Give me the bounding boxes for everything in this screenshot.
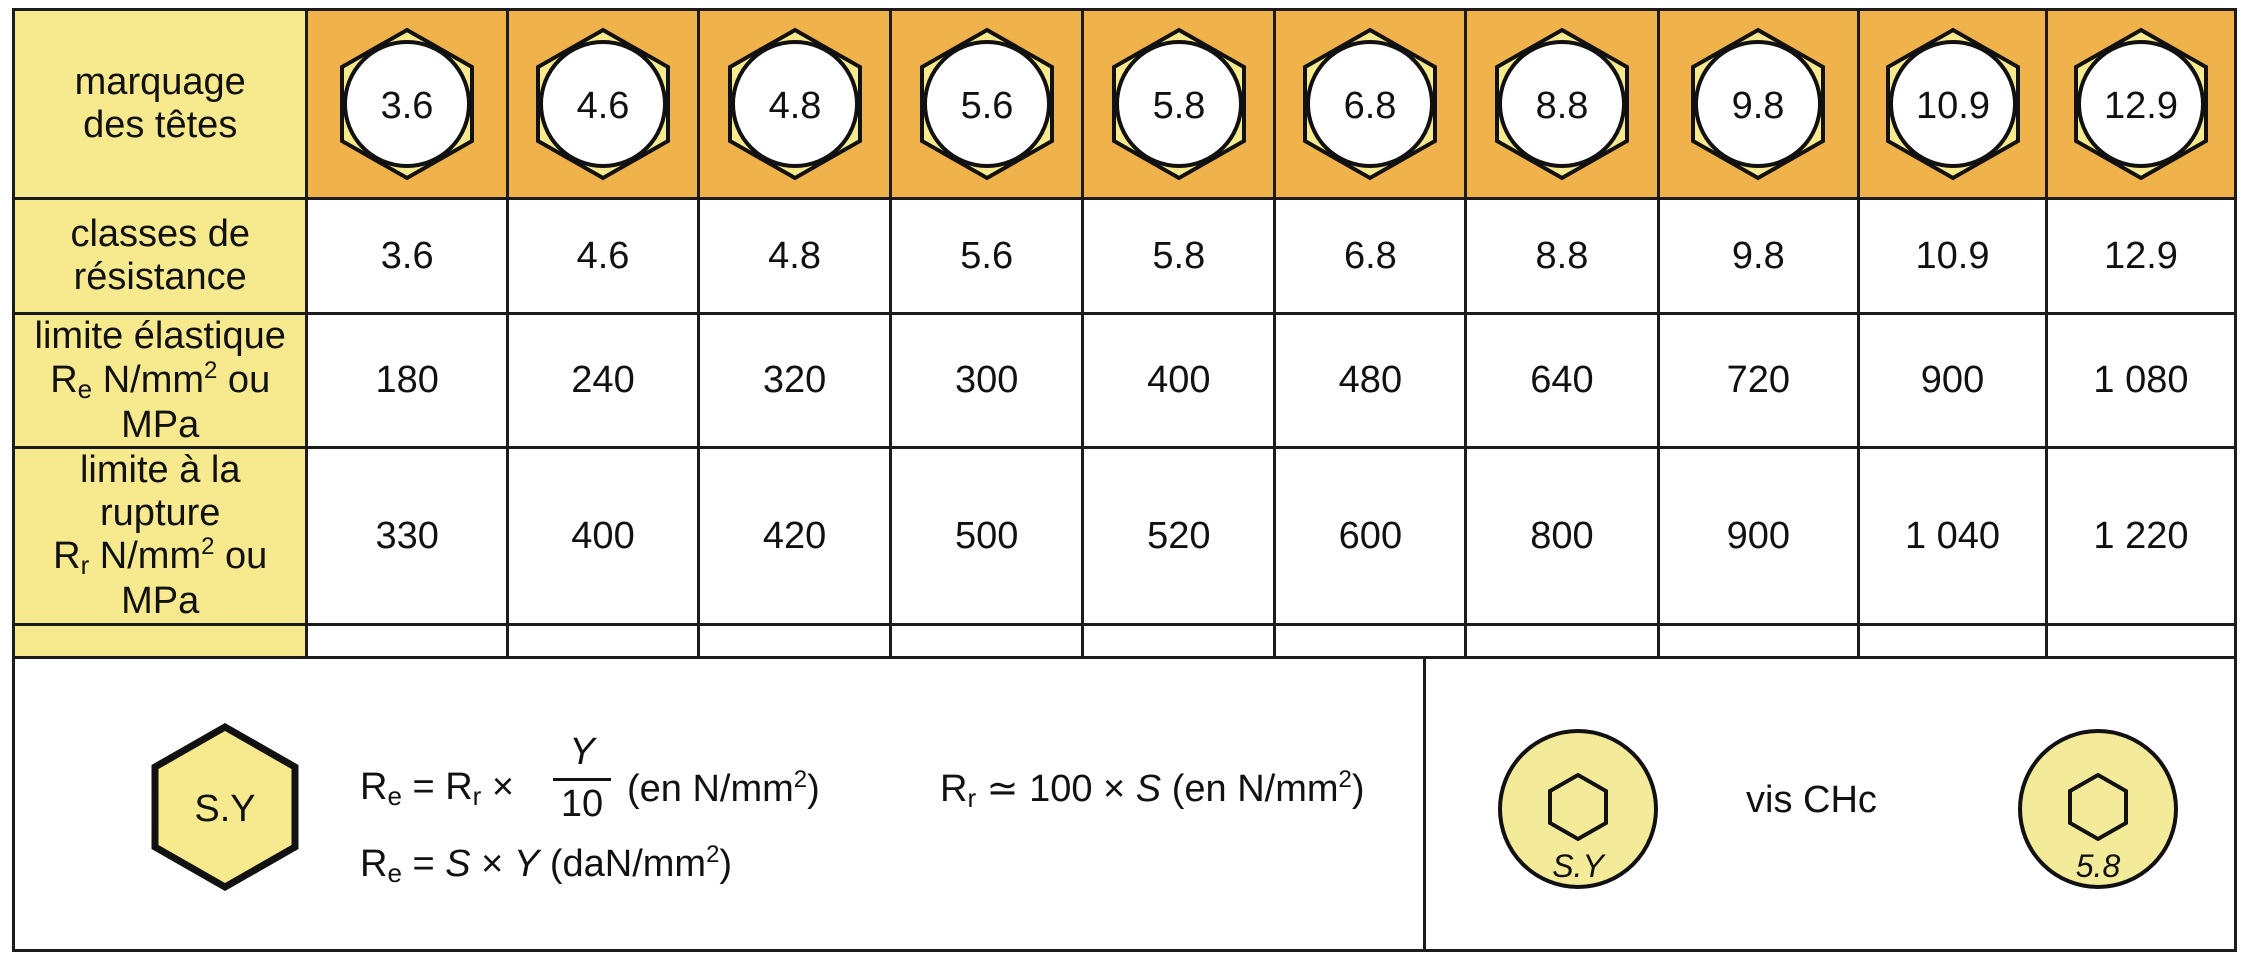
formula-rr-from-s xyxy=(940,766,1365,814)
f3-unit-close: ) xyxy=(719,843,733,885)
yield-cell: 480 xyxy=(1275,314,1466,448)
tensile-unit-sup: 2 xyxy=(201,533,215,561)
tensile-symbol-sub: r xyxy=(80,550,90,581)
f2-unit-sup: 2 xyxy=(1338,766,1352,793)
class-cell: 9.8 xyxy=(1658,199,1859,314)
head-mark-cell xyxy=(1658,10,1859,199)
class-row xyxy=(14,199,2236,314)
head-marking-label-line1: marquage xyxy=(74,61,246,104)
head-mark-cell xyxy=(699,10,891,199)
tensile-unit: N/mm xyxy=(89,535,202,578)
head-mark-text: 6.8 xyxy=(1343,85,1397,127)
f2-unit-text: (en N/mm xyxy=(1161,768,1339,810)
head-mark-text: 12.9 xyxy=(2103,85,2178,127)
f1-lhs-sub: e xyxy=(387,781,402,811)
class-cell: 10.9 xyxy=(1859,199,2047,314)
yield-unit: N/mm xyxy=(92,358,205,401)
formula-re-from-rr xyxy=(360,766,514,812)
class-cell: 4.6 xyxy=(507,199,698,314)
bolt-head-icon xyxy=(523,24,683,184)
yield-label-line1: limite élastique xyxy=(34,315,286,357)
f3-eq: = xyxy=(401,843,446,885)
f2-unit-close: ) xyxy=(1351,768,1365,810)
formula-legend xyxy=(12,656,2237,952)
f2-lhs: R xyxy=(940,768,968,810)
tensile-cell: 500 xyxy=(891,448,1083,625)
f3-lhs: R xyxy=(360,843,388,885)
bolt-head-icon xyxy=(1678,24,1838,184)
class-label: classes de résistance xyxy=(14,199,307,314)
socket-head-mark-left: S.Y xyxy=(1552,848,1604,884)
tensile-cell: 400 xyxy=(507,448,698,625)
head-marking-label-line2: des têtes xyxy=(83,104,238,146)
hex-head-mark: S.Y xyxy=(194,788,256,830)
head-mark-text: 4.6 xyxy=(576,85,630,127)
class-cell: 5.8 xyxy=(1083,199,1275,314)
bolt-head-icon xyxy=(2061,24,2221,184)
bolt-head-icon xyxy=(1873,24,2033,184)
class-cell: 12.9 xyxy=(2046,199,2235,314)
head-marking-row xyxy=(14,10,2236,199)
f3-s: S xyxy=(445,843,471,885)
socket-head-panel xyxy=(1423,659,2237,949)
yield-unit-tail: ou MPa xyxy=(121,358,271,446)
formula-re-from-sy xyxy=(360,841,732,889)
tensile-strength-label xyxy=(14,448,307,625)
socket-cap-screw-label: vis CHc xyxy=(1746,779,1877,821)
f1-fraction-bar xyxy=(553,778,611,781)
head-mark-cell xyxy=(1859,10,2047,199)
bolt-head-icon xyxy=(715,24,875,184)
yield-cell: 180 xyxy=(307,314,508,448)
f1-numerator: Y xyxy=(569,731,595,773)
f1-times: × xyxy=(481,766,515,808)
f1-unit-sup: 2 xyxy=(793,766,808,793)
hex-bolt-head-icon xyxy=(145,723,305,891)
tensile-unit-tail: ou MPa xyxy=(121,535,268,623)
grade-table xyxy=(12,8,2237,739)
yield-cell: 1 080 xyxy=(2046,314,2235,448)
f2-approx: ≃ 100 × xyxy=(976,768,1136,810)
f1-unit-close: ) xyxy=(807,768,820,810)
socket-head-mark-right: 5.8 xyxy=(2075,848,2121,884)
head-mark-text: 10.9 xyxy=(1915,85,1990,127)
bolt-head-icon xyxy=(907,24,1067,184)
tensile-cell: 800 xyxy=(1466,448,1658,625)
yield-cell: 320 xyxy=(699,314,891,448)
tensile-label-line2 xyxy=(15,534,305,623)
bolt-head-icon xyxy=(1290,24,1450,184)
tensile-cell: 1 040 xyxy=(1859,448,2047,625)
head-mark-text: 5.6 xyxy=(960,85,1014,127)
f1-r-sub: r xyxy=(472,781,482,811)
socket-head-icon-sy xyxy=(1494,725,1662,893)
head-mark-cell xyxy=(1466,10,1658,199)
yield-cell: 240 xyxy=(507,314,698,448)
tensile-cell: 520 xyxy=(1083,448,1275,625)
f3-unit-sup: 2 xyxy=(706,841,720,868)
head-mark-text: 8.8 xyxy=(1535,85,1589,127)
tensile-cell: 900 xyxy=(1658,448,1859,625)
f2-lhs-sub: r xyxy=(967,783,977,813)
f1-lhs: R xyxy=(360,766,388,808)
f2-s: S xyxy=(1135,768,1162,810)
head-mark-cell xyxy=(891,10,1083,199)
f1-unit xyxy=(627,766,820,811)
tensile-cell: 330 xyxy=(307,448,508,625)
yield-cell: 720 xyxy=(1658,314,1859,448)
class-cell: 8.8 xyxy=(1466,199,1658,314)
head-mark-cell xyxy=(507,10,698,199)
head-mark-cell xyxy=(1083,10,1275,199)
yield-label-line2 xyxy=(15,358,305,447)
bolt-head-icon xyxy=(327,24,487,184)
yield-unit-sup: 2 xyxy=(204,356,218,384)
f3-unit-text: (daN/mm xyxy=(539,843,707,885)
class-cell: 3.6 xyxy=(307,199,508,314)
yield-cell: 900 xyxy=(1859,314,2047,448)
yield-cell: 640 xyxy=(1466,314,1658,448)
yield-strength-row xyxy=(14,314,2236,448)
head-mark-text: 4.8 xyxy=(768,85,821,127)
tensile-label-line1: limite à la rupture xyxy=(79,449,241,534)
class-cell: 6.8 xyxy=(1275,199,1466,314)
head-mark-text: 5.8 xyxy=(1152,85,1206,127)
head-mark-text: 9.8 xyxy=(1731,85,1785,127)
f1-eq: = R xyxy=(401,766,473,808)
socket-head-icon-58 xyxy=(2014,725,2182,893)
yield-cell: 300 xyxy=(891,314,1083,448)
f3-y: Y xyxy=(513,843,540,885)
f3-lhs-sub: e xyxy=(387,858,402,888)
tensile-cell: 600 xyxy=(1275,448,1466,625)
class-cell: 4.8 xyxy=(699,199,891,314)
bolt-head-icon xyxy=(1482,24,1642,184)
tensile-cell: 420 xyxy=(699,448,891,625)
yield-symbol: R xyxy=(50,358,78,401)
head-mark-text: 3.6 xyxy=(380,85,434,127)
yield-cell: 400 xyxy=(1083,314,1275,448)
tensile-cell: 1 220 xyxy=(2046,448,2235,625)
head-marking-label xyxy=(14,10,307,199)
yield-strength-label xyxy=(14,314,307,448)
f3-times: × xyxy=(470,843,514,885)
yield-symbol-sub: e xyxy=(77,373,93,404)
bolt-head-icon xyxy=(1099,24,1259,184)
head-mark-cell xyxy=(1275,10,1466,199)
f1-denominator: 10 xyxy=(560,783,604,825)
tensile-symbol: R xyxy=(53,535,81,578)
head-mark-cell xyxy=(2046,10,2235,199)
class-cell: 5.6 xyxy=(891,199,1083,314)
head-mark-cell xyxy=(307,10,508,199)
f1-unit-text: (en N/mm xyxy=(627,768,794,810)
tensile-strength-row xyxy=(14,448,2236,625)
